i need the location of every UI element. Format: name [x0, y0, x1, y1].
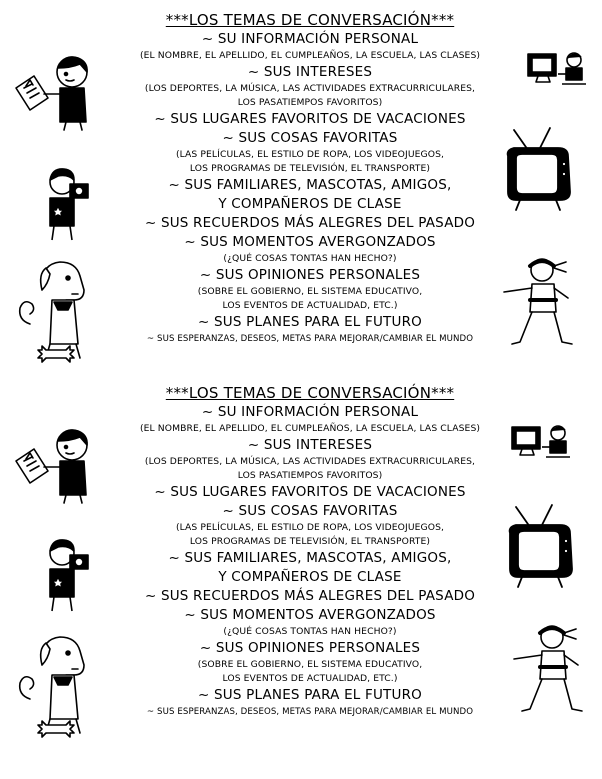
topic-embarrassing-moments: ~ SUS MOMENTOS AVERGONZADOS — [184, 607, 436, 623]
topic-personal-info: ~ SU INFORMACIÓN PERSONAL — [201, 404, 419, 420]
topic-personal-info-detail: (EL NOMBRE, EL APELLIDO, EL CUMPLEAÑOS, LA ESCUELA, LAS CLASES) — [139, 50, 481, 61]
karate-kid-icon — [506, 621, 596, 721]
topic-opinions: ~ SUS OPINIONES PERSONALES — [199, 267, 421, 283]
topic-personal-info: ~ SU INFORMACIÓN PERSONAL — [201, 31, 419, 47]
topic-favorite-things: ~ SUS COSAS FAVORITAS — [222, 130, 398, 146]
topic-opinions: ~ SUS OPINIONES PERSONALES — [199, 640, 421, 656]
handout-bottom — [0, 383, 602, 762]
topic-interests-detail-2: LOS PASATIEMPOS FAVORITOS) — [237, 97, 383, 108]
topics-list — [100, 10, 520, 346]
topic-opinions-detail-1: (SOBRE EL GOBIERNO, EL SISTEMA EDUCATIVO, — [197, 659, 423, 670]
topic-future-plans: ~ SUS PLANES PARA EL FUTURO — [197, 314, 422, 330]
handout-title: ***LOS TEMAS DE CONVERSACIÓN*** — [165, 384, 455, 402]
topic-favorite-things-detail-1: (LAS PELÍCULAS, EL ESTILO DE ROPA, LOS VIDEOJUEGOS, — [175, 522, 445, 533]
topic-happy-memories: ~ SUS RECUERDOS MÁS ALEGRES DEL PASADO — [144, 588, 476, 604]
student-with-paper-icon — [14, 423, 100, 505]
topic-embarrassing-moments-detail: (¿QUÉ COSAS TONTAS HAN HECHO?) — [223, 626, 397, 637]
topic-personal-info-detail: (EL NOMBRE, EL APELLIDO, EL CUMPLEAÑOS, LA ESCUELA, LAS CLASES) — [139, 423, 481, 434]
topic-opinions-detail-1: (SOBRE EL GOBIERNO, EL SISTEMA EDUCATIVO, — [197, 286, 423, 297]
boy-with-camera-icon — [38, 537, 94, 615]
student-with-paper-icon — [14, 50, 100, 132]
topic-opinions-detail-2: LOS EVENTOS DE ACTUALIDAD, ETC.) — [222, 300, 398, 311]
topic-opinions-detail-2: LOS EVENTOS DE ACTUALIDAD, ETC.) — [222, 673, 398, 684]
dog-with-bone-icon — [16, 254, 108, 364]
topic-classmates: Y COMPAÑEROS DE CLASE — [218, 569, 402, 585]
computer-user-icon — [526, 50, 590, 88]
retro-tv-icon — [498, 126, 578, 216]
topic-embarrassing-moments-detail: (¿QUÉ COSAS TONTAS HAN HECHO?) — [223, 253, 397, 264]
topic-future-plans-detail: ~ SUS ESPERANZAS, DESEOS, METAS PARA MEJORAR/CAMBIAR EL MUNDO — [146, 707, 474, 717]
topic-interests: ~ SUS INTERESES — [247, 437, 373, 453]
computer-user-icon — [510, 423, 574, 461]
topic-classmates: Y COMPAÑEROS DE CLASE — [218, 196, 402, 212]
dog-with-bone-icon — [16, 629, 108, 739]
topics-list — [100, 383, 520, 719]
topic-interests: ~ SUS INTERESES — [247, 64, 373, 80]
topic-favorite-things-detail-2: LOS PROGRAMAS DE TELEVISIÓN, EL TRANSPORTE) — [189, 536, 431, 547]
handout-top — [0, 10, 602, 389]
topic-future-plans: ~ SUS PLANES PARA EL FUTURO — [197, 687, 422, 703]
topic-future-plans-detail: ~ SUS ESPERANZAS, DESEOS, METAS PARA MEJORAR/CAMBIAR EL MUNDO — [146, 334, 474, 344]
retro-tv-icon — [500, 503, 580, 593]
topic-family-friends: ~ SUS FAMILIARES, MASCOTAS, AMIGOS, — [168, 550, 452, 566]
topic-favorite-things-detail-1: (LAS PELÍCULAS, EL ESTILO DE ROPA, LOS VIDEOJUEGOS, — [175, 149, 445, 160]
topic-interests-detail-1: (LOS DEPORTES, LA MÚSICA, LAS ACTIVIDADES EXTRACURRICULARES, — [144, 83, 476, 94]
topic-vacation-places: ~ SUS LUGARES FAVORITOS DE VACACIONES — [154, 484, 466, 500]
boy-with-camera-icon — [38, 166, 94, 244]
topic-family-friends: ~ SUS FAMILIARES, MASCOTAS, AMIGOS, — [168, 177, 452, 193]
topic-happy-memories: ~ SUS RECUERDOS MÁS ALEGRES DEL PASADO — [144, 215, 476, 231]
topic-interests-detail-1: (LOS DEPORTES, LA MÚSICA, LAS ACTIVIDADES EXTRACURRICULARES, — [144, 456, 476, 467]
topic-favorite-things-detail-2: LOS PROGRAMAS DE TELEVISIÓN, EL TRANSPORTE) — [189, 163, 431, 174]
topic-vacation-places: ~ SUS LUGARES FAVORITOS DE VACACIONES — [154, 111, 466, 127]
topic-favorite-things: ~ SUS COSAS FAVORITAS — [222, 503, 398, 519]
topic-interests-detail-2: LOS PASATIEMPOS FAVORITOS) — [237, 470, 383, 481]
handout-title: ***LOS TEMAS DE CONVERSACIÓN*** — [165, 11, 455, 29]
topic-embarrassing-moments: ~ SUS MOMENTOS AVERGONZADOS — [184, 234, 436, 250]
karate-kid-icon — [496, 254, 586, 354]
